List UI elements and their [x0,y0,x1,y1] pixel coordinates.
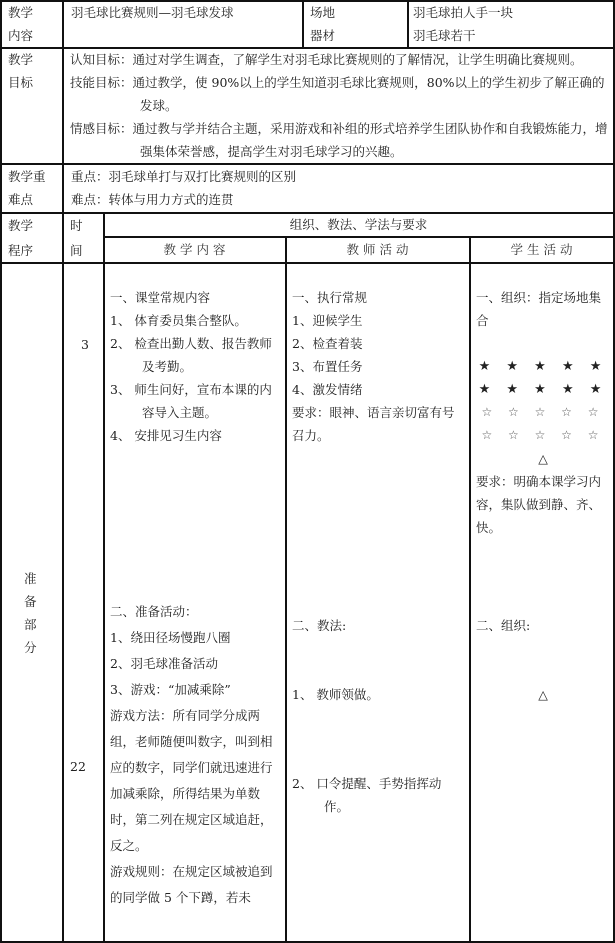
objective-text: 通过教与学并结合主题，采用游戏和补组的形式培养学生团队协作和自我锻炼能力，增强集体荣誉感，提高学生对羽毛球学习的兴趣。 [132,121,608,159]
content-item: 4、 安排见习生内容 [110,428,222,443]
teacher-line: 1、迎候学生 [292,313,363,328]
col-divider-time [103,212,105,943]
formation-row-filled-stars: ★ ★ ★ ★ ★ [478,382,608,397]
time-block-2: 22 [70,759,86,774]
content-item: 3、 师生问好，宣布本课的内容导入主题。 [110,382,272,420]
label-line: 目标 [8,75,34,90]
venue-label [310,1,335,47]
label-line: 时 [70,218,83,233]
content-item: 1、绕田径场慢跑八圈 [110,630,231,645]
teacher-line: 4、激发情绪 [292,382,363,397]
teacher-block-2 [292,614,466,818]
section-char: 准 [24,571,37,586]
teacher-requirement: 要求：眼神、语言亲切富有号召力。 [292,405,455,443]
section-name [24,567,37,659]
label-line: 教学重 [8,169,46,184]
label-line: 间 [70,243,83,258]
objective-skill [70,71,610,117]
column-header-student: 学 生 活 动 [510,242,573,257]
content-label [8,1,33,47]
objective-text: 通过对学生调查，了解学生对羽毛球比赛规则的了解情况，让学生明确比赛规则。 [132,52,583,67]
student-block-1 [476,286,610,539]
col-divider-venue-right [407,0,409,47]
teacher-position-triangle-icon: △ [538,687,548,702]
objective-cognitive [70,48,610,71]
col-divider-venue-left [302,0,304,47]
group-header: 组织、教法、学法与要求 [289,217,428,232]
student-title: 二、组织: [476,618,531,633]
divider-row-4 [0,262,615,264]
procedure-label [8,213,33,263]
teacher-line: 一、执行常规 [292,290,368,305]
label-line: 教学 [8,218,34,233]
time-label [70,213,83,263]
game-rules: 游戏规则：在规定区域被追到的同学做 5 个下蹲，若未 [110,864,273,905]
section-char: 备 [24,594,37,609]
key-points-list [71,165,296,211]
teacher-title: 二、教法: [292,618,347,633]
teacher-position-triangle-icon: △ [538,451,548,466]
objective-affective [70,117,610,163]
content-item: 2、羽毛球准备活动 [110,656,218,671]
objectives-label [8,48,33,94]
difficult-point: 难点：转体与用力方式的连贯 [71,192,234,207]
key-points-label [8,165,46,211]
border-right [613,0,615,943]
column-header-teacher: 教 师 活 动 [346,242,409,257]
objective-text: 通过教学，使 90%以上的学生知道羽毛球比赛规则，80%以上的学生初步了解正确的发球。 [132,75,605,113]
game-method: 游戏方法：所有同学分成两组，老师随便叫数字，叫到相应的数字，同学们就迅速进行加减乘除，所得结果为单数时，第二列在规定区域追赶，反之。 [110,708,273,853]
col-divider-teacher [469,236,471,943]
content-item: 3、游戏：“加减乘除” [110,682,231,697]
label-line: 程序 [8,243,34,258]
objective-prefix: 认知目标： [70,52,133,67]
content-block-1 [110,286,282,447]
label-line: 内容 [8,28,34,43]
formation-row-outline-stars: ☆ ☆ ☆ ☆ ☆ [481,428,605,442]
col-divider-label [62,0,64,943]
time-block-1: 3 [81,337,89,352]
col-divider-content [285,236,287,943]
equipment-item: 羽毛球拍人手一块 [413,5,514,20]
venue-equipment [413,1,513,47]
teacher-item: 2、 口令提醒、手势指挥动作。 [292,776,442,814]
label-line: 教学 [8,5,34,20]
border-left [0,0,2,943]
border-bottom [0,941,615,943]
student-requirement: 要求：明确本课学习内容，集队做到静、齐、快。 [476,474,602,535]
student-title: 一、组织：指定场地集合 [476,290,602,328]
label-line: 教学 [8,52,34,67]
teacher-item: 1、 教师领做。 [292,687,379,702]
student-block-2 [476,614,610,706]
content-title: 一、课堂常规内容 [110,290,211,305]
section-char: 分 [24,640,37,655]
content-title: 二、准备活动： [110,604,198,619]
teacher-block-1 [292,286,466,447]
label-line: 器材 [310,28,336,43]
content-item: 1、 体育委员集合整队。 [110,313,247,328]
formation-row-filled-stars: ★ ★ ★ ★ ★ [478,359,608,374]
objectives-list [70,48,610,163]
section-char: 部 [24,617,37,632]
teacher-line: 3、布置任务 [292,359,363,374]
label-line: 难点 [8,192,34,207]
content-block-2 [110,599,282,911]
objective-prefix: 技能目标： [70,75,133,90]
column-header-content: 教 学 内 容 [163,242,226,257]
label-line: 场地 [310,5,336,20]
objective-prefix: 情感目标： [70,121,133,136]
key-point: 重点：羽毛球单打与双打比赛规则的区别 [71,169,297,184]
teacher-line: 2、检查着装 [292,336,363,351]
formation-row-outline-stars: ☆ ☆ ☆ ☆ ☆ [481,405,605,419]
content-item: 2、 检查出勤人数、报告教师及考勤。 [110,336,272,374]
lesson-topic: 羽毛球比赛规则—羽毛球发球 [71,5,234,20]
equipment-item: 羽毛球若干 [413,28,476,43]
